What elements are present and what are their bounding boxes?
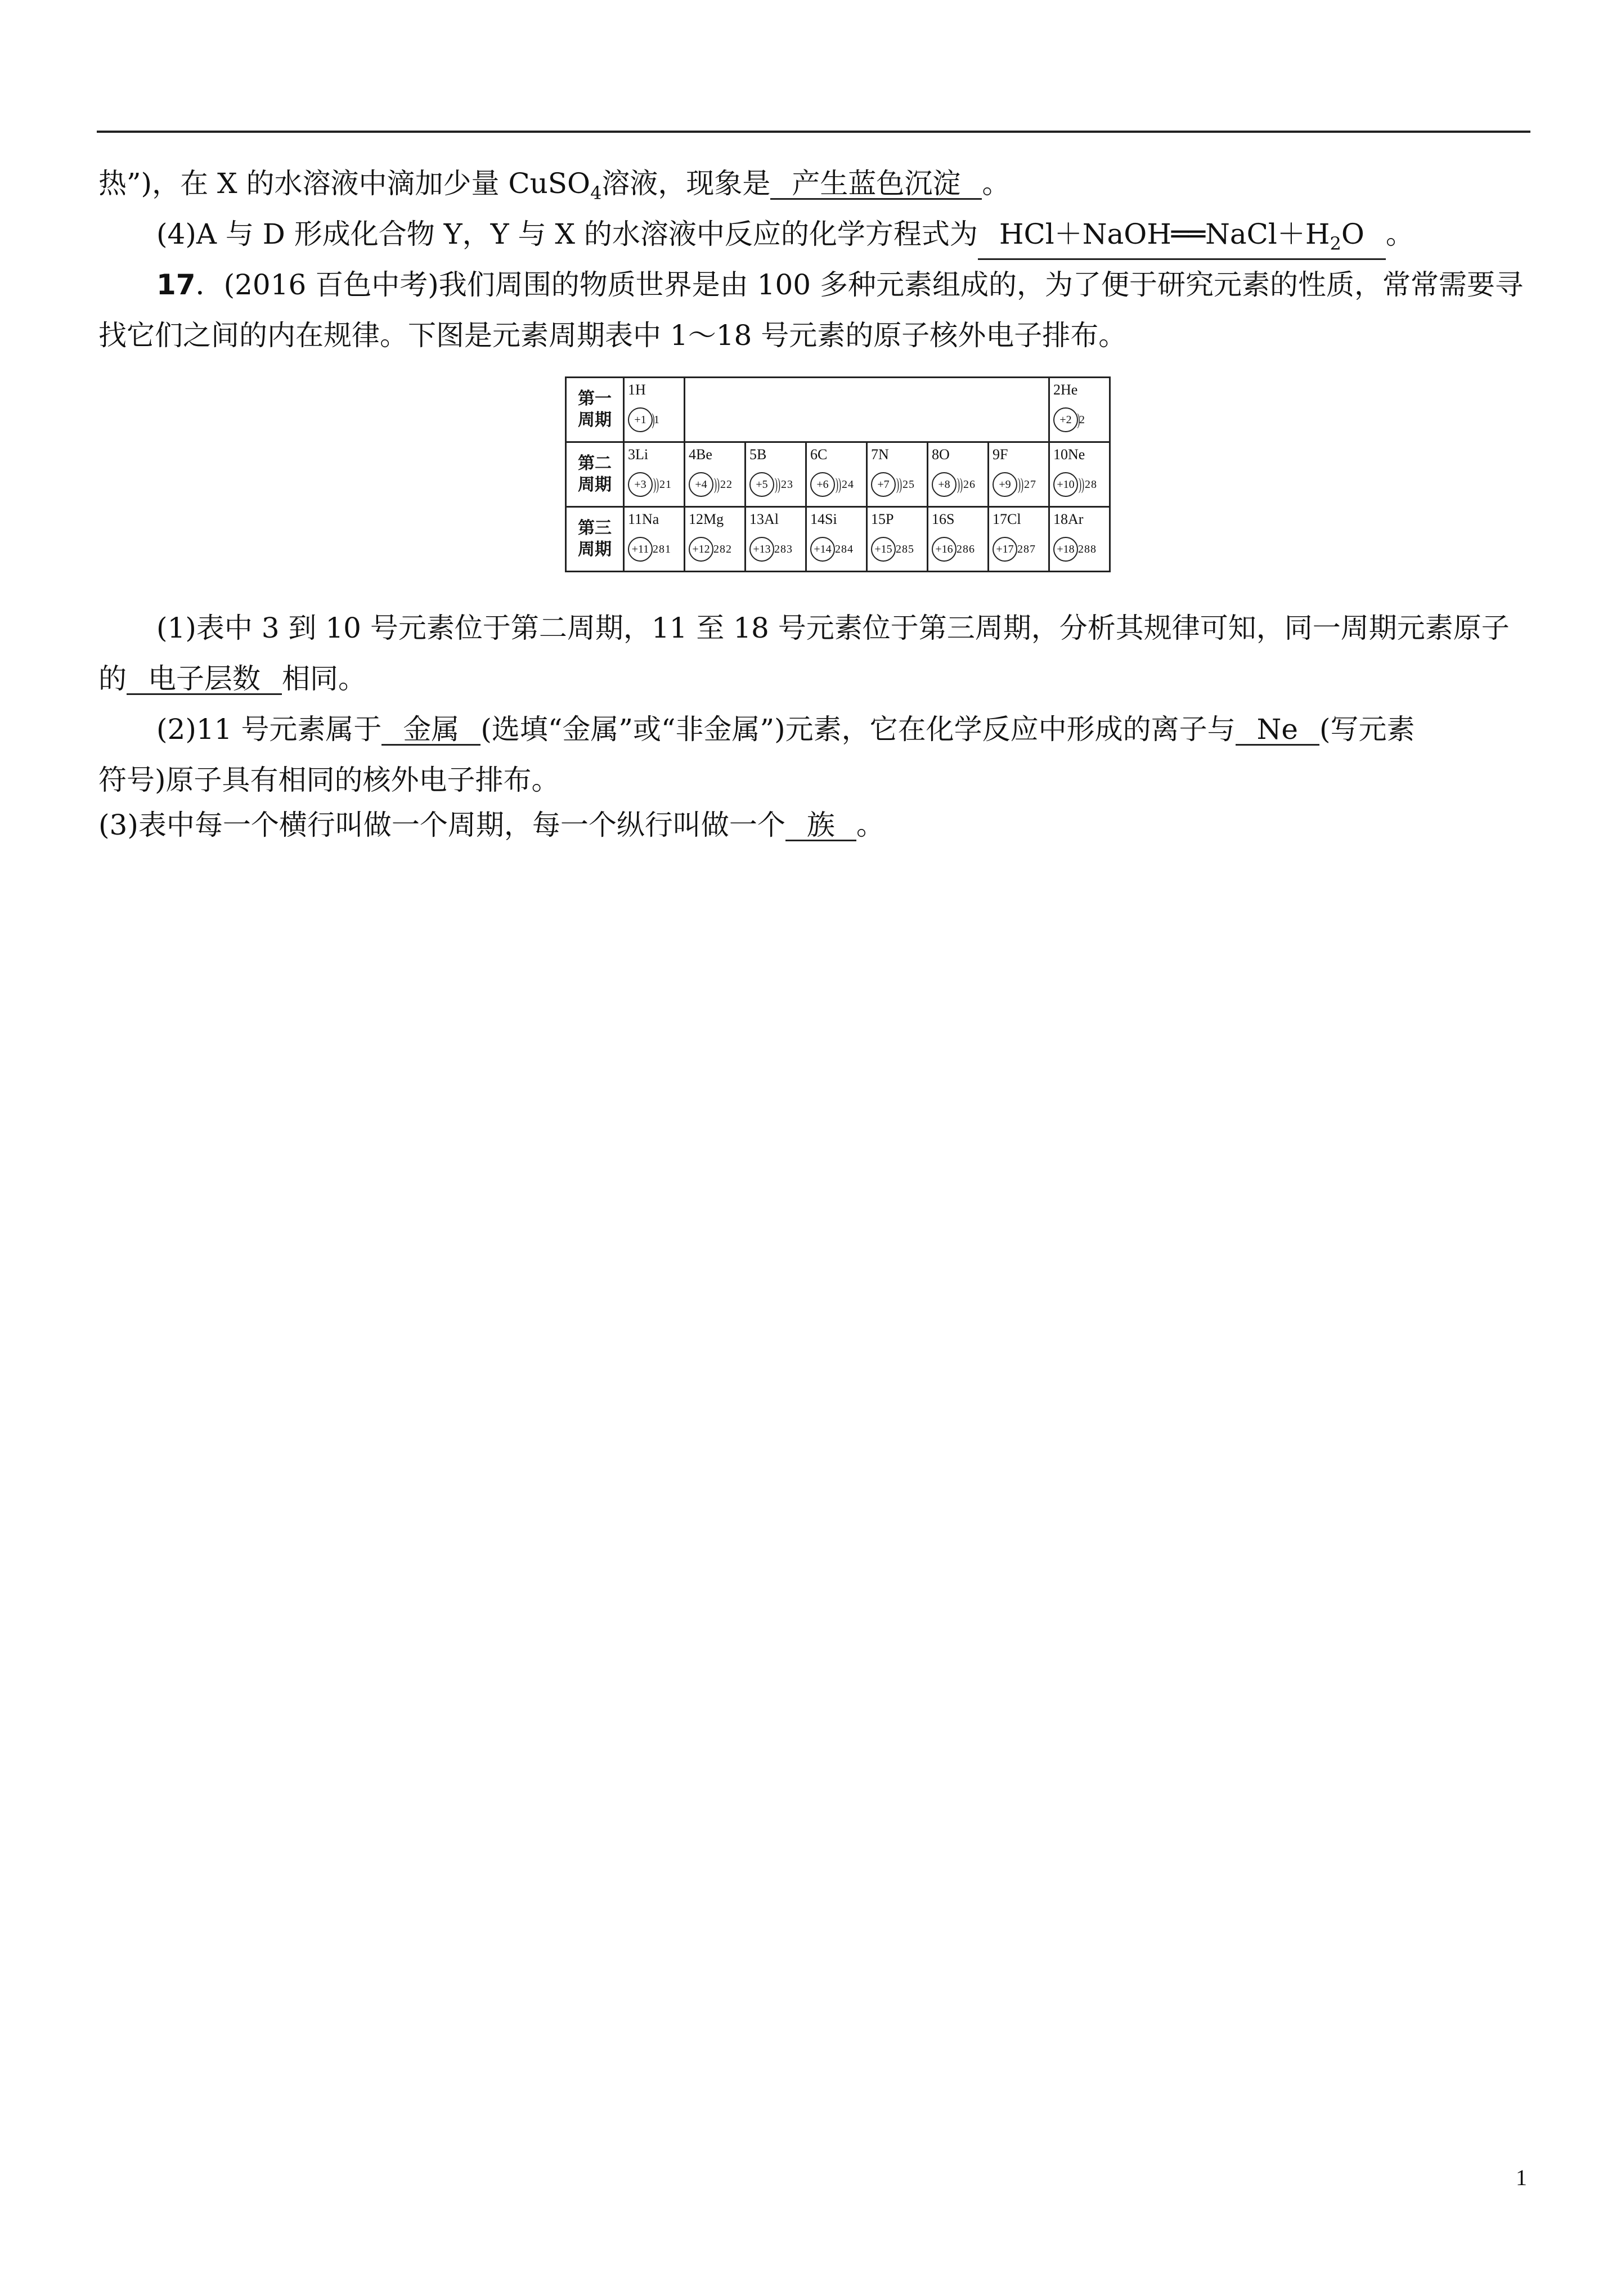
part-2-line-1	[156, 712, 1415, 746]
empty-cell	[685, 378, 746, 442]
atom-diagram	[932, 537, 975, 565]
electron-shells: 21	[659, 478, 672, 491]
element-cell	[746, 507, 806, 572]
electron-shells: 283	[774, 542, 793, 555]
element-symbol: 4Be	[689, 446, 712, 463]
row-header	[566, 507, 624, 572]
question-text: 找它们之间的内在规律。下图是元素周期表中 1～18 号元素的原子核外电子排布。	[98, 319, 1127, 352]
electron-shells: 23	[780, 478, 793, 491]
element-symbol: 8O	[932, 446, 950, 463]
nucleus: +4	[689, 472, 713, 497]
element-cell	[746, 442, 806, 507]
part-3-line	[98, 808, 884, 842]
question-17-line-2	[98, 319, 1126, 352]
atom-diagram: +3 ))21	[628, 472, 672, 500]
element-cell	[867, 442, 928, 507]
element-cell	[867, 507, 928, 572]
row-header	[566, 378, 624, 442]
text: (2)11 号元素属于	[156, 713, 382, 746]
empty-cell	[989, 378, 1049, 442]
answer-blank: 金属	[381, 715, 481, 746]
text: 相同。	[282, 662, 366, 695]
element-symbol: 6C	[810, 446, 828, 463]
answer-blank: 产生蓝色沉淀	[770, 169, 982, 200]
nucleus: +1	[628, 407, 653, 432]
answer-blank: 族	[785, 810, 856, 841]
nucleus: +8	[932, 472, 957, 497]
element-symbol: 3Li	[628, 446, 649, 463]
electron-shells: 2	[1079, 413, 1085, 426]
element-cell	[624, 442, 685, 507]
text: 。	[1385, 218, 1414, 250]
empty-cell	[867, 378, 928, 442]
atom-diagram	[1053, 537, 1097, 565]
periodic-table	[565, 376, 1111, 572]
nucleus: +13	[749, 537, 774, 562]
atom-diagram: +7 ))25	[871, 472, 915, 500]
part-1-line-2	[98, 662, 366, 696]
electron-shells: 281	[653, 542, 671, 555]
text: (3)表中每一个横行叫做一个周期，每一个纵行叫做一个	[98, 809, 785, 841]
atom-diagram: +9 ))27	[993, 472, 1036, 500]
nucleus: +18	[1053, 537, 1078, 562]
row-header-text: 第三	[578, 518, 612, 538]
atom-diagram: +4 ))22	[689, 472, 733, 500]
element-cell	[1049, 507, 1110, 572]
atom-diagram: +10 ))28	[1053, 472, 1097, 500]
atom-diagram: +2 )2	[1053, 407, 1085, 436]
electron-shells: 27	[1023, 478, 1036, 491]
element-symbol: 15P	[871, 511, 894, 527]
atom-diagram: +1 )1	[628, 407, 660, 436]
nucleus: +3	[628, 472, 653, 497]
empty-cell	[746, 378, 806, 442]
electron-shells: 26	[963, 478, 976, 491]
electron-shells: 24	[841, 478, 854, 491]
element-cell	[928, 442, 989, 507]
row-header-text: 周期	[578, 540, 612, 559]
question-number: 17	[156, 268, 196, 301]
element-symbol: 10Ne	[1053, 446, 1085, 463]
nucleus: +12	[689, 537, 713, 562]
element-cell	[685, 442, 746, 507]
electron-shells: 22	[720, 478, 733, 491]
row-header-text: 周期	[578, 475, 612, 495]
element-cell	[685, 507, 746, 572]
element-symbol: 12Mg	[689, 511, 724, 527]
answer-blank: 电子层数	[127, 664, 282, 695]
nucleus: +17	[993, 537, 1017, 562]
period-2-row	[566, 442, 1110, 507]
element-cell	[928, 507, 989, 572]
electron-shells: 288	[1078, 542, 1097, 555]
electron-shells: 25	[902, 478, 915, 491]
atom-diagram	[993, 537, 1036, 565]
question-text: (1)表中 3 到 10 号元素位于第二周期，11 至 18 号元素位于第三周期，分析其规律可知，同一周期元素原子	[156, 612, 1510, 644]
subscript: 2	[1330, 233, 1341, 254]
text: (写元素	[1319, 713, 1415, 746]
element-cell	[624, 378, 685, 442]
row-header	[566, 442, 624, 507]
nucleus: +7	[871, 472, 896, 497]
text: 。	[856, 809, 884, 841]
element-symbol: 14Si	[810, 511, 837, 527]
nucleus: +14	[810, 537, 835, 562]
atom-diagram	[749, 537, 793, 565]
nucleus: +5	[749, 472, 774, 497]
nucleus: +9	[993, 472, 1017, 497]
line-1	[98, 167, 1010, 210]
subscript: 4	[590, 182, 602, 204]
part-2-line-2	[98, 763, 560, 797]
row-header-text: 第一	[578, 389, 612, 409]
empty-cell	[928, 378, 989, 442]
nucleus: +2	[1053, 407, 1078, 432]
element-symbol: 13Al	[749, 511, 779, 527]
answer-text: HCl＋NaOH══NaCl＋H	[999, 218, 1330, 250]
text: 。	[982, 167, 1011, 200]
period-1-row	[566, 378, 1110, 442]
element-cell	[989, 507, 1049, 572]
element-symbol: 9F	[993, 446, 1008, 463]
text: 的	[98, 662, 127, 695]
element-cell	[806, 442, 867, 507]
row-header-text: 第二	[578, 454, 612, 473]
electron-shells: 285	[896, 542, 914, 555]
element-symbol: 16S	[932, 511, 955, 527]
nucleus: +15	[871, 537, 896, 562]
atom-diagram	[871, 537, 914, 565]
element-symbol: 11Na	[628, 511, 659, 527]
atom-diagram: +5 ))23	[749, 472, 793, 500]
element-symbol: 1H	[628, 382, 646, 398]
element-cell	[989, 442, 1049, 507]
part-1-line-1	[156, 611, 1510, 645]
answer-text: O	[1341, 218, 1364, 250]
electron-shells: 28	[1084, 478, 1097, 491]
element-cell	[624, 507, 685, 572]
answer-blank	[978, 219, 1386, 260]
atom-diagram: +6 ))24	[810, 472, 854, 500]
electron-shells: 1	[654, 413, 660, 426]
nucleus: +16	[932, 537, 957, 562]
electron-shells: 286	[957, 542, 975, 555]
atom-diagram: +8 ))26	[932, 472, 976, 500]
nucleus: +6	[810, 472, 835, 497]
period-3-row	[566, 507, 1110, 572]
atom-diagram	[628, 537, 671, 565]
question-text: ．(2016 百色中考)我们周围的物质世界是由 100 多种元素组成的，为了便于研究元素的性质，常常需要寻	[195, 268, 1523, 301]
header-rule	[97, 131, 1530, 133]
answer-blank: Ne	[1236, 715, 1319, 746]
atom-diagram	[810, 537, 854, 565]
empty-cell	[806, 378, 867, 442]
atom-diagram	[689, 537, 732, 565]
electron-shells: 287	[1017, 542, 1036, 555]
text: (选填“金属”或“非金属”)元素，它在化学反应中形成的离子与	[481, 713, 1236, 746]
element-cell	[1049, 378, 1110, 442]
text: 溶液，现象是	[601, 167, 771, 200]
element-symbol: 2He	[1053, 382, 1078, 398]
element-symbol: 18Ar	[1053, 511, 1084, 527]
element-symbol: 17Cl	[993, 511, 1021, 527]
question-17-line-1	[156, 268, 1523, 302]
page-number: 1	[1516, 2165, 1527, 2190]
nucleus: +11	[628, 537, 653, 562]
row-header-text: 周期	[578, 410, 612, 430]
element-cell	[806, 507, 867, 572]
text: 热”)，在 X 的水溶液中滴加少量 CuSO	[98, 167, 591, 200]
text: (4)A 与 D 形成化合物 Y，Y 与 X 的水溶液中反应的化学方程式为	[156, 218, 978, 250]
electron-shells: 282	[713, 542, 732, 555]
element-symbol: 5B	[749, 446, 767, 463]
electron-shells: 284	[835, 542, 854, 555]
element-cell	[1049, 442, 1110, 507]
nucleus: +10	[1053, 472, 1078, 497]
question-text: 符号)原子具有相同的核外电子排布。	[98, 764, 560, 796]
line-2	[156, 217, 1414, 260]
element-symbol: 7N	[871, 446, 889, 463]
